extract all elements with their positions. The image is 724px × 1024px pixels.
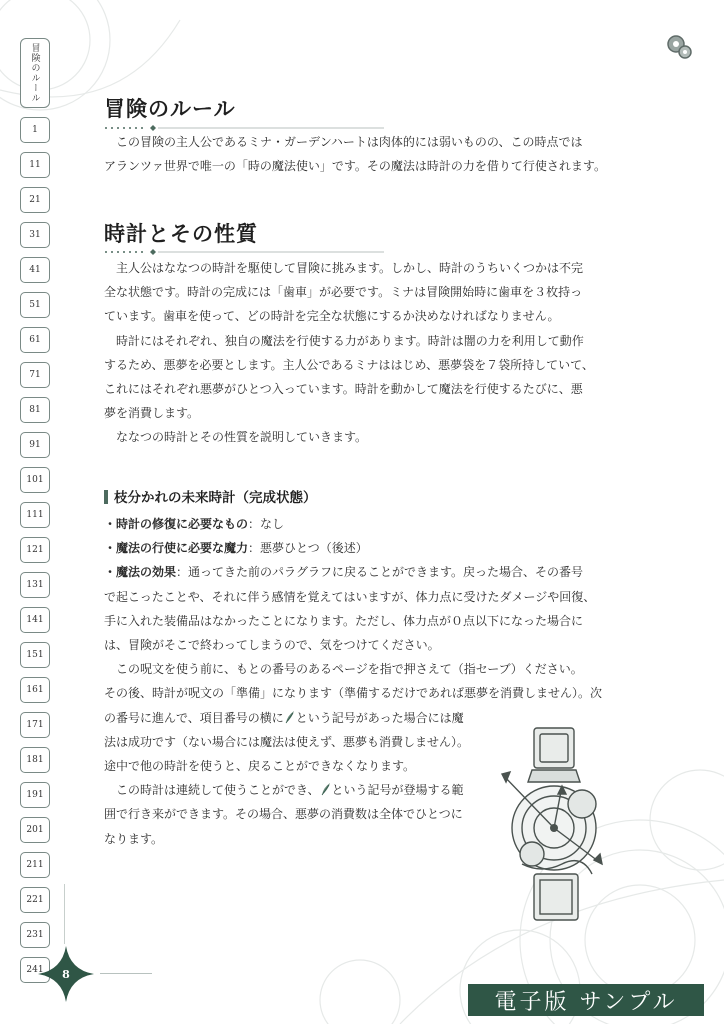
body-line: 全な状態です。時計の完成には「歯車」が必要です。ミナは冒険開始時に歯車を３枚持っ [104, 285, 583, 300]
body-line: 囲で行き来ができます。その場合、悪夢の消費数は全体でひとつに [104, 807, 463, 822]
side-index-title[interactable]: 冒険のルール [20, 38, 50, 108]
side-index-tab[interactable]: 41 [20, 257, 50, 283]
side-index-tab[interactable]: 181 [20, 747, 50, 773]
page-number: 8 [62, 967, 70, 981]
body-line: これにはそれぞれ悪夢がひとつ入っています。時計を動かして魔法を行使するたびに、悪 [104, 382, 583, 397]
body-line: アランツァ世界で唯一の「時の魔法使い」です。その魔法は時計の力を借りて行使されます。 [104, 159, 606, 174]
side-index-tabs [20, 117, 52, 983]
side-index-tab[interactable]: 201 [20, 817, 50, 843]
body-line [104, 706, 496, 730]
side-index-tab[interactable]: 111 [20, 502, 50, 528]
side-index-tab[interactable]: 71 [20, 362, 50, 388]
side-index-tab[interactable]: 141 [20, 607, 50, 633]
side-index-tab[interactable]: 151 [20, 642, 50, 668]
clock-heading [104, 486, 317, 506]
side-index-tab[interactable]: 231 [20, 922, 50, 948]
page-divider-line [64, 884, 65, 944]
body-line: 主人公はななつの時計を駆使して冒険に挑みます。しかし、時計のうちいくつかは不完 [116, 261, 584, 275]
side-index-tab[interactable]: 61 [20, 327, 50, 353]
effect-label: ・魔法の効果 [104, 565, 177, 580]
side-index-tab[interactable]: 191 [20, 782, 50, 808]
side-index-tab[interactable]: 221 [20, 887, 50, 913]
side-index-tab[interactable]: 241 [20, 957, 50, 983]
gear-corner-icon [664, 32, 694, 62]
side-index-tab[interactable]: 101 [20, 467, 50, 493]
side-index-tab[interactable]: 81 [20, 397, 50, 423]
text-fragment: という記号があった場合には魔 [295, 710, 464, 725]
body-line [104, 778, 496, 802]
clock-heading-text: 枝分かれの未来時計（完成状態） [114, 490, 317, 506]
side-index-tab[interactable]: 51 [20, 292, 50, 318]
section2-body [104, 256, 624, 450]
body-line: ななつの時計とその性質を説明していきます。 [116, 430, 368, 445]
section-heading-clocks: 時計とその性質 [104, 221, 258, 246]
repair-value: ：なし [248, 517, 285, 531]
side-index-tab[interactable]: 121 [20, 537, 50, 563]
body-line: この呪文を使う前に、もとの番号のあるページを指で押さえて（指セーブ）ください。 [116, 662, 583, 677]
page-number-badge [36, 944, 96, 1004]
page-number-rule [100, 973, 152, 974]
pocket-watch-illustration [492, 724, 630, 924]
text-fragment: この時計は連続して使うことができ、 [116, 783, 320, 798]
leaf-symbol-icon [320, 782, 332, 796]
side-index-tab[interactable]: 21 [20, 187, 50, 213]
power-value: ：悪夢ひとつ（後述） [248, 541, 368, 556]
side-index-tab[interactable]: 161 [20, 677, 50, 703]
body-line: その後、時計が呪文の「準備」になります（準備するだけであれば悪夢を消費しません）。次 [104, 686, 603, 701]
side-index-tab[interactable]: 11 [20, 152, 50, 178]
side-index-tab[interactable]: 211 [20, 852, 50, 878]
side-index [20, 38, 52, 983]
body-line: するため、悪夢を必要とします。主人公であるミナははじめ、悪夢袋を７袋所持していて、 [104, 357, 594, 372]
effect-text: ：通ってきた前のパラグラフに戻ることができます。戻った場合、その番号 [176, 565, 584, 580]
body-line: 法は成功です（ない場合には魔法は使えず、悪夢も消費しません）。 [104, 734, 470, 749]
side-index-tab[interactable]: 171 [20, 712, 50, 738]
side-index-tab[interactable]: 131 [20, 572, 50, 598]
body-line: 時計にはそれぞれ、独自の魔法を行使する力があります。時計は闇の力を利用して動作 [116, 333, 584, 348]
body-line: ています。歯車を使って、どの時計を完全な状態にするか決めなければなりません。 [104, 309, 560, 324]
body-line: 途中で他の時計を使うと、戻ることができなくなります。 [104, 759, 416, 774]
body-line: は、冒険がそこで終わってしまうので、気をつけてください。 [104, 638, 440, 653]
effect-line [104, 560, 624, 584]
section-heading-adventure-rules: 冒険のルール [104, 96, 236, 121]
text-fragment: という記号が登場する範 [331, 783, 464, 798]
repair-line [104, 512, 624, 536]
side-index-tab[interactable]: 1 [20, 117, 50, 143]
power-label: ・魔法の行使に必要な魔力 [104, 541, 249, 556]
side-index-tab[interactable]: 91 [20, 432, 50, 458]
text-fragment: の番号に進んで、項目番号の横に [104, 710, 284, 725]
body-line: 夢を消費します。 [104, 406, 200, 421]
leaf-symbol-icon [284, 710, 296, 724]
body-line: で起こったことや、それに伴う感情を覚えてはいますが、体力点に受けたダメージや回復、 [104, 589, 596, 604]
heading-bar [104, 490, 108, 504]
body-line: なります。 [104, 831, 164, 846]
section1-body [104, 130, 624, 178]
sample-banner: 電子版 サンプル [468, 984, 704, 1016]
side-index-tab[interactable]: 31 [20, 222, 50, 248]
body-line: 手に入れた装備品はなかったことになります。ただし、体力点が０点以下になった場合に [104, 613, 584, 628]
repair-label: ・時計の修復に必要なもの [104, 517, 249, 531]
power-line [104, 536, 624, 560]
body-line: この冒険の主人公であるミナ・ガーデンハートは肉体的には弱いものの、この時点では [116, 135, 583, 149]
